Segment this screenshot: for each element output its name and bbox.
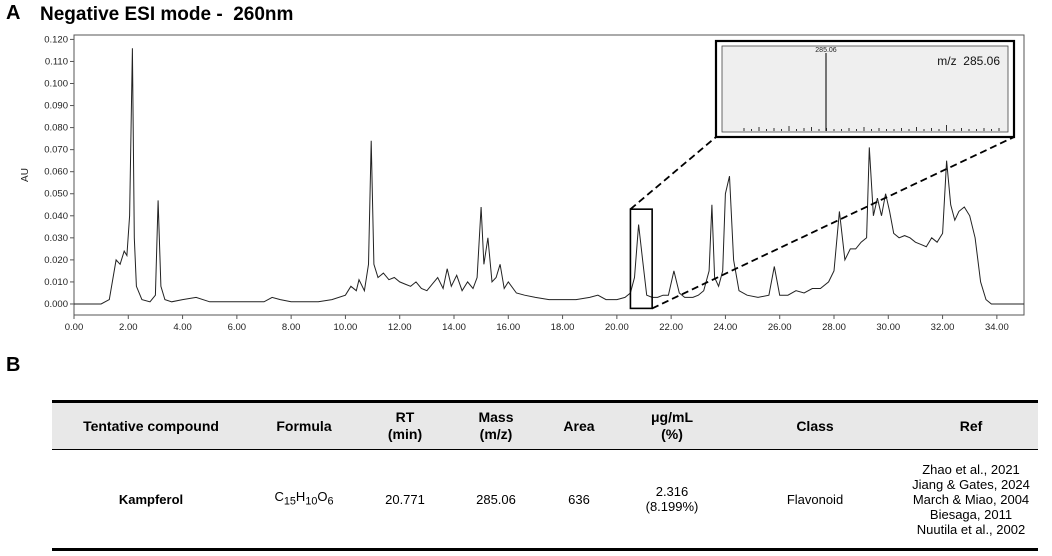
header-ref: Ref <box>904 402 1038 450</box>
cell-compound: Kampferol <box>52 450 250 550</box>
x-tick-label: 0.00 <box>64 322 84 333</box>
ref-item: Nuutila et al., 2002 <box>916 521 1026 537</box>
x-tick-label: 14.00 <box>442 322 466 333</box>
cell-rt: 20.771 <box>358 450 452 550</box>
y-tick-label: 0.080 <box>44 122 68 134</box>
x-tick-label: 2.00 <box>119 322 138 333</box>
x-tick-label: 8.00 <box>281 322 301 333</box>
panel-label-a: A <box>6 2 21 24</box>
header-class: Class <box>726 402 904 450</box>
header-area: Area <box>540 402 618 450</box>
y-tick-label: 0.110 <box>44 56 68 68</box>
cell-mass: 285.06 <box>452 450 540 550</box>
header-mass: Mass (m/z) <box>452 402 540 450</box>
y-tick-label: 0.040 <box>44 210 68 222</box>
zoom-connector-line <box>652 137 1014 308</box>
chart-title: Negative ESI mode - 260nm <box>40 4 294 25</box>
x-tick-label: 32.00 <box>930 322 955 333</box>
cell-refs <box>904 450 1038 550</box>
x-tick-label: 6.00 <box>227 322 247 333</box>
x-tick-label: 22.00 <box>659 322 684 333</box>
x-tick-label: 26.00 <box>767 322 792 333</box>
ref-item: Biesaga, 2011 <box>929 506 1013 522</box>
x-tick-label: 10.00 <box>333 322 358 333</box>
cell-concentration: 2.316 (8.199%) <box>618 450 726 550</box>
y-tick-label: 0.010 <box>44 276 68 288</box>
y-tick-label: 0.000 <box>44 298 68 310</box>
header-compound: Tentative compound <box>52 402 250 450</box>
x-tick-label: 28.00 <box>822 322 846 333</box>
inset-mz-label: m/z 285.06 <box>937 54 1000 68</box>
y-axis-label: AU <box>20 168 31 182</box>
header-concentration: μg/mL (%) <box>618 402 726 450</box>
zoom-box <box>630 209 652 308</box>
table-header-row <box>52 402 1038 450</box>
cell-area: 636 <box>540 450 618 550</box>
ref-item: Zhao et al., 2021 <box>922 461 1020 477</box>
ref-item: Jiang & Gates, 2024 <box>912 476 1030 492</box>
y-tick-label: 0.020 <box>44 254 68 266</box>
x-tick-label: 20.00 <box>604 322 629 333</box>
y-tick-label: 0.100 <box>44 78 68 90</box>
x-tick-label: 12.00 <box>387 322 412 333</box>
y-tick-label: 0.070 <box>44 144 68 156</box>
x-tick-label: 24.00 <box>713 322 738 333</box>
x-tick-label: 16.00 <box>496 322 521 333</box>
y-tick-label: 0.090 <box>44 100 68 112</box>
inset-peak-label: 285.06 <box>815 47 837 54</box>
cell-formula: $C_{15}H_{10}O_6$ <box>250 450 358 550</box>
y-tick-label: 0.060 <box>44 166 68 178</box>
x-tick-label: 30.00 <box>876 322 901 333</box>
panel-label-b: B <box>6 354 21 376</box>
zoom-connector-line <box>630 137 716 209</box>
header-formula: Formula <box>250 402 358 450</box>
x-tick-label: 4.00 <box>173 322 192 333</box>
y-tick-label: 0.030 <box>44 232 68 244</box>
x-tick-label: 34.00 <box>984 322 1009 333</box>
x-tick-label: 18.00 <box>550 322 575 333</box>
y-tick-label: 0.120 <box>44 34 68 46</box>
table-row <box>52 450 1038 550</box>
y-tick-label: 0.050 <box>44 188 68 200</box>
ref-item: March & Miao, 2004 <box>912 491 1030 507</box>
cell-class: Flavonoid <box>726 450 904 550</box>
compound-table <box>52 400 1038 551</box>
header-rt: RT (min) <box>358 402 452 450</box>
